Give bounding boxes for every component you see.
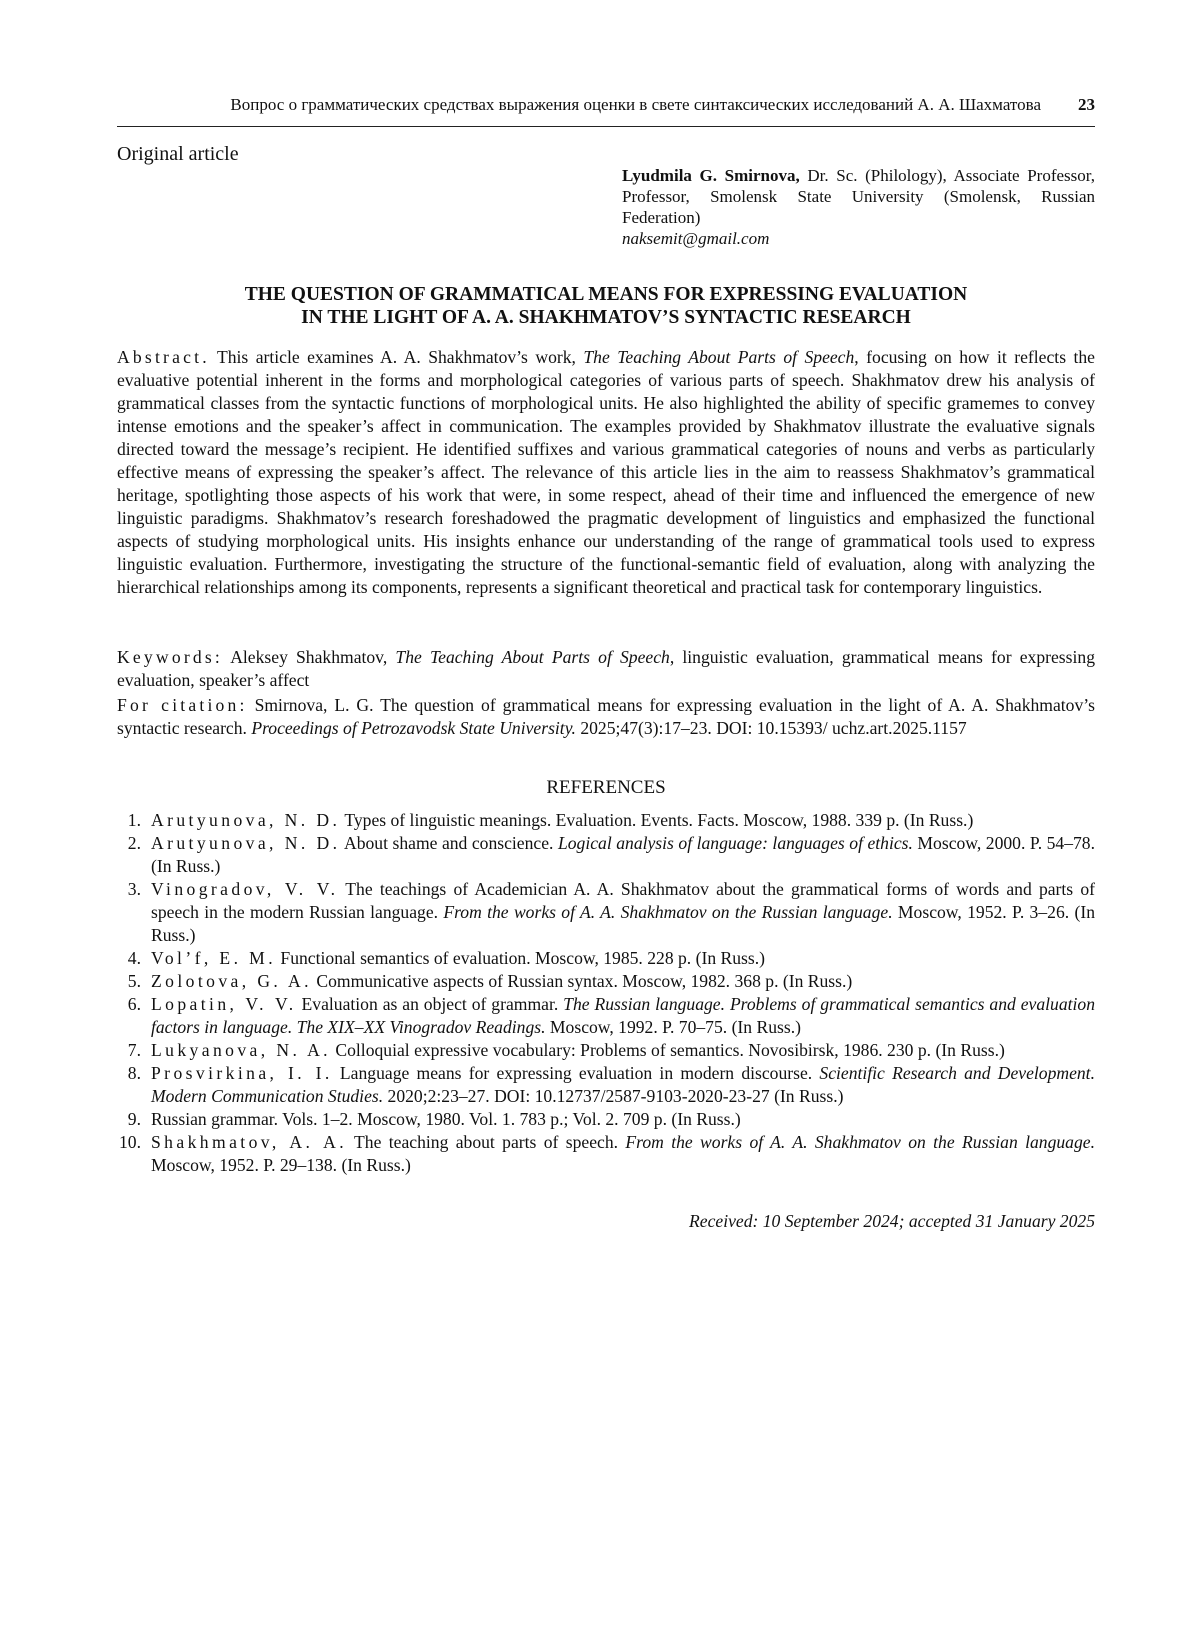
reference-tail: 2020;2:23–27. DOI: 10.12737/2587-9103-2020-23-27 (In Russ.) [383,1086,844,1106]
reference-tail: Moscow, 1992. P. 70–75. (In Russ.) [545,1017,801,1037]
reference-text: About shame and conscience. [340,833,558,853]
reference-number: 3. [127,879,141,899]
reference-number: 8. [127,1063,141,1083]
received-dates: Received: 10 September 2024; accepted 31 January 2025 [689,1211,1095,1231]
citation-label: For citation: [117,695,248,715]
author-info [622,165,1095,249]
article-title-line-2: IN THE LIGHT OF A. A. SHAKHMATOV’S SYNTACTIC RESEARCH [301,307,911,328]
reference-text: Functional semantics of evaluation. Moscow, 1985. 228 p. (In Russ.) [276,948,766,968]
reference-text: Language means for expressing evaluation in modern discourse. [332,1063,820,1083]
reference-tail: Moscow, 2000. P. 54–78. (In Russ.) [151,833,1095,876]
reference-item [117,1039,1095,1062]
reference-source: The Russian language. Problems of grammatical semantics and evaluation factors in language. The XIX–XX Vinogradov Readings. [151,994,1096,1037]
article-title [117,283,1095,329]
keywords-text-rest: , linguistic evaluation, grammatical means for expressing evaluation, speaker’s affect [117,647,1095,690]
reference-number: 9. [127,1109,141,1129]
abstract-label: Abstract. [117,347,210,367]
keywords-work-title: The Teaching About Parts of Speech [395,647,670,667]
reference-number: 5. [127,971,141,991]
reference-source: From the works of A. A. Shakhmatov on the Russian language. [625,1132,1095,1152]
reference-item [117,947,1095,970]
reference-text: The teaching about parts of speech. [347,1132,626,1152]
reference-author: Shakhmatov, A. A. [151,1132,348,1152]
running-head-title: Вопрос о грамматических средствах выражения оценки в свете синтаксических исследований А. А. Шахматова [230,95,1041,114]
article-type-label: Original article [117,143,239,165]
reference-author: Vinogradov, V. V. [151,879,339,899]
reference-text: Colloquial expressive vocabulary: Problems of semantics. Novosibirsk, 1986. 230 p. (In Russ.) [330,1040,1005,1060]
reference-item [117,1131,1095,1177]
reference-item [117,993,1095,1039]
citation-text-start: Smirnova, L. G. The question of grammatical means for expressing evaluation in the light of A. A. Shakhmatov’s syntactic research. [117,695,1095,738]
reference-author: Prosvirkina, I. I. [151,1063,333,1083]
reference-item [117,1062,1095,1108]
abstract-text-rest: , focusing on how it reflects the evaluative potential inherent in the forms and morphological categories of various parts of speech. Shakhmatov drew his analysis of grammatical classes from the syntactic functions of morphological units. He also highlighted the ability of specific gramemes to convey intense emotions and the speaker’s affect in communication. The examples provided by Shakhmatov illustrate the evaluative signals directed toward the message’s recipient. He identified suffixes and various grammatical categories of nouns and verbs as particularly effective means of expressing the speaker’s affect. The relevance of this article lies in the aim to reassess Shakhmatov’s grammatical heritage, spotlighting those aspects of his work that were, in some respect, ahead of their time and influenced the emergence of new linguistic paradigms. Shakhmatov’s research foreshadowed the pragmatic development of linguistics and emphasized the functional aspects of studying morphological units. His insights enhance our understanding of the range of grammatical tools used to express linguistic evaluation. Furthermore, investigating the structure of the functional-semantic field of evaluation, along with analyzing the hierarchical relationships among its components, represents a significant theoretical and practical task for contemporary linguistics. [117,347,1095,597]
reference-author: Arutyunova, N. D. [151,833,341,853]
reference-source: From the works of A. A. Shakhmatov on the Russian language. [443,902,893,922]
reference-author: Lukyanova, N. A. [151,1040,331,1060]
keywords-paragraph [117,646,1095,692]
reference-list [117,809,1095,1177]
references-heading: REFERENCES [546,777,666,798]
reference-author: Arutyunova, N. D. [151,810,341,830]
reference-number: 7. [127,1040,141,1060]
reference-text: Evaluation as an object of grammar. [296,994,564,1014]
abstract-text-start: This article examines A. A. Shakhmatov’s work, [209,347,584,367]
keywords-text-start: Aleksey Shakhmatov, [223,647,396,667]
reference-source: Scientific Research and Development. Modern Communication Studies. [151,1063,1095,1106]
reference-source: Logical analysis of language: languages of ethics. [557,833,913,853]
running-head [117,92,1095,127]
reference-author: Zolotova, G. A. [151,971,312,991]
keywords-label: Keywords: [117,647,224,667]
reference-item [117,809,1095,832]
reference-text: The teachings of Academician A. A. Shakhmatov about the grammatical forms of words and parts of speech in the modern Russian language. [151,879,1095,922]
reference-number: 2. [127,833,141,853]
abstract-work-title: The Teaching About Parts of Speech [583,347,855,367]
abstract-paragraph [117,346,1095,599]
citation-journal: Proceedings of Petrozavodsk State University. [251,718,576,738]
reference-item [117,832,1095,878]
reference-number: 1. [127,810,141,830]
reference-text: Types of linguistic meanings. Evaluation. Events. Facts. Moscow, 1988. 339 p. (In Russ.) [340,810,974,830]
author-email[interactable]: naksemit@gmail.com [622,229,770,248]
reference-text: Communicative aspects of Russian syntax. Moscow, 1982. 368 p. (In Russ.) [311,971,853,991]
reference-item [117,1108,1095,1131]
reference-item [117,878,1095,947]
reference-tail: Moscow, 1952. P. 3–26. (In Russ.) [151,902,1095,945]
reference-number: 4. [127,948,141,968]
citation-text-rest: 2025;47(3):17–23. DOI: 10.15393/ uchz.art.2025.1157 [575,718,967,738]
reference-number: 6. [127,994,141,1014]
reference-text: Russian grammar. Vols. 1–2. Moscow, 1980. Vol. 1. 783 p.; Vol. 2. 709 p. (In Russ.) [151,1109,741,1129]
reference-author: Vol’f, E. M. [151,948,277,968]
author-affiliation: Dr. Sc. (Philology), Associate Professor, Professor, Smolensk State University (Smolensk, Russian Federation) [622,166,1095,227]
author-name: Lyudmila G. Smirnova, [622,166,800,185]
reference-author: Lopatin, V. V. [151,994,297,1014]
page-number: 23 [1078,95,1095,114]
reference-tail: Moscow, 1952. P. 29–138. (In Russ.) [151,1155,411,1175]
citation-paragraph [117,694,1095,740]
article-title-line-1: THE QUESTION OF GRAMMATICAL MEANS FOR EXPRESSING EVALUATION [244,284,968,305]
reference-item [117,970,1095,993]
reference-number: 10. [119,1132,141,1152]
